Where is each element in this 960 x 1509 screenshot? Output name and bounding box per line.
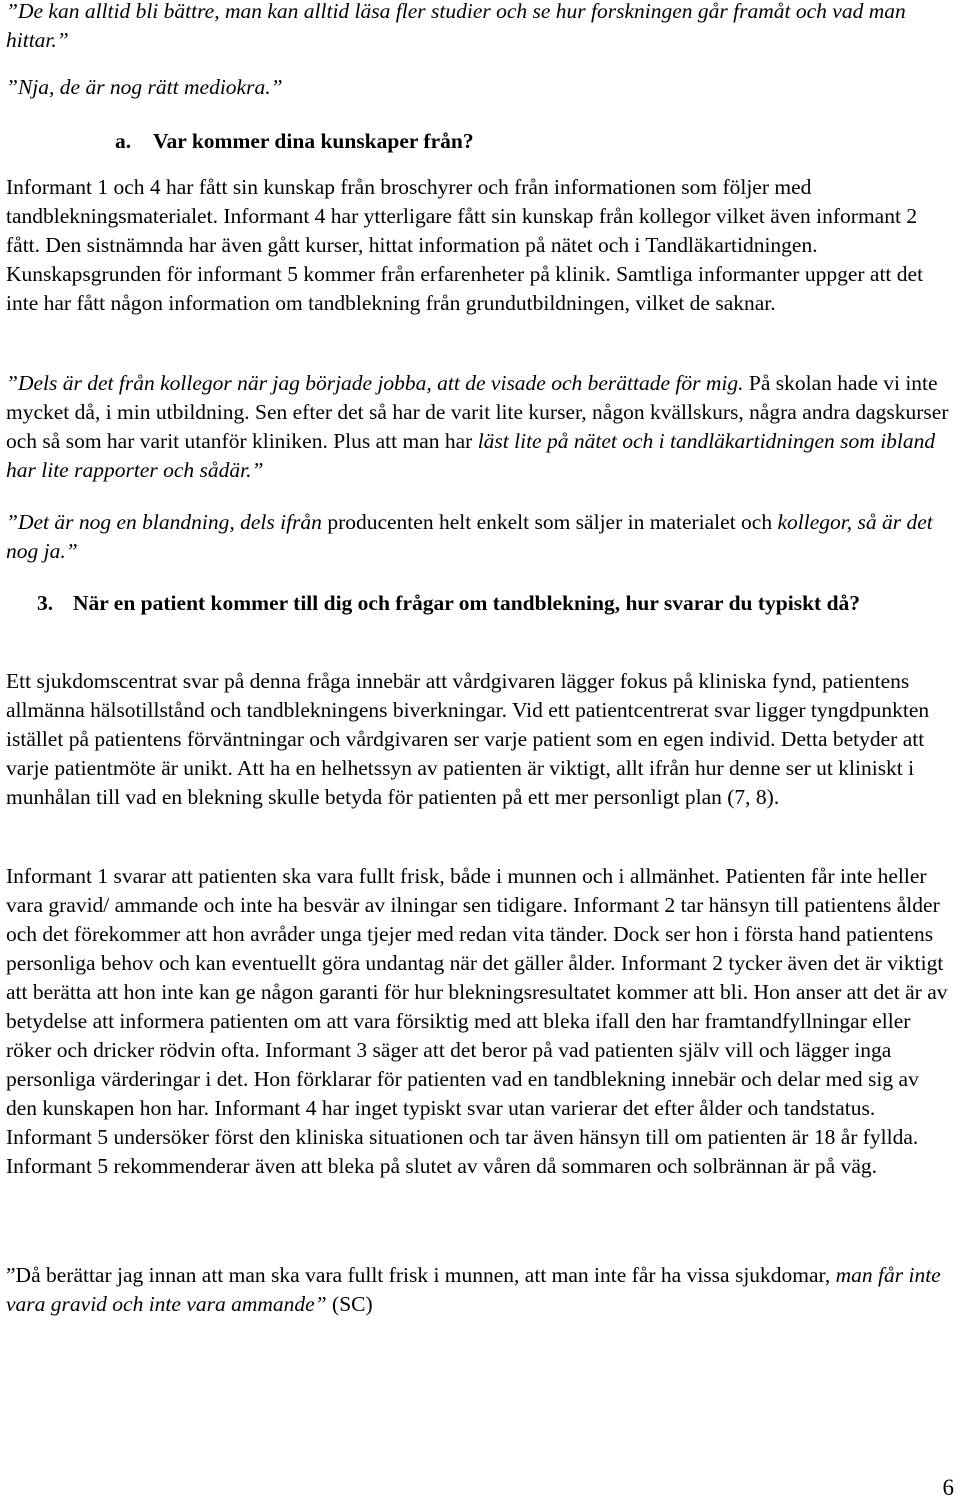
quote-final-plain-start: ”Då berättar jag innan att man ska vara fullt frisk i munnen, att man inte får ha vissa sjukdomar, xyxy=(6,1263,831,1287)
subquestion-text: Var kommer dina kunskaper från? xyxy=(153,129,474,153)
paragraph-knowledge xyxy=(6,173,954,318)
quote-mix xyxy=(6,508,954,566)
quote-mix-italic-end: kollegor, så är det nog ja.” xyxy=(6,510,933,563)
paragraph-theory xyxy=(6,667,954,812)
question-3-text: När en patient kommer till dig och frågar om tandblekning, hur svarar du typiskt då? xyxy=(73,591,861,615)
paragraph-informants xyxy=(6,862,954,1181)
page-number: 6 xyxy=(942,1475,954,1500)
paragraph-informants-text: Informant 1 svarar att patienten ska vara fullt frisk, både i munnen och i allmänhet. Patienten får inte heller vara gravid/ ammande och inte ha besvär av ilningar sen tidigare. Informant 2 tar hänsyn till patientens ålder och det förekommer att hon avråder unga tjejer med redan vita tänder. Dock ser hon i första hand patientens personliga behov och kan eventuellt göra undantag när det gäller ålder. Informant 2 tycker även det är viktigt att berätta att hon inte kan ge någon garanti för hur blekningsresultatet kommer att bli. Hon anser att det är av betydelse att informera patienten om att vara försiktig med att bleka ifall den har framtandfyllningar eller röker och dricker rödvin ofta. Informant 3 säger att det beror på vad patienten själv vill och lägger inga personliga värderingar i det. Hon förklarar för patienten vad en tandblekning innebär och delar med sig av den kunskapen hon har. Informant 4 har inget typiskt svar utan varierar det efter ålder och tandstatus. Informant 5 undersöker först den kliniska situationen och tar även hänsyn till om patienten är 18 år fyllda. Informant 5 rekommenderar även att bleka på slutet av våren då sommaren och solbrännan är på väg. xyxy=(6,864,948,1178)
quote-mediocre xyxy=(6,73,954,102)
quote-mediocre-text: ”Nja, de är nog rätt mediokra.” xyxy=(6,75,283,99)
quote-mix-italic-start: ”Det är nog en blandning, dels ifrån xyxy=(6,510,322,534)
quote-intro xyxy=(6,0,954,55)
quote-intro-text: ”De kan alltid bli bättre, man kan alltid läsa fler studier och se hur forskningen går framåt och vad man hittar.” xyxy=(6,0,906,52)
quote-colleagues-italic-end: läst lite på nätet och i tandläkartidningen som ibland har lite rapporter och sådär.” xyxy=(6,429,936,482)
question-3-heading xyxy=(37,589,957,618)
subquestion-number: a. xyxy=(115,129,132,153)
paragraph-knowledge-text: Informant 1 och 4 har fått sin kunskap från broschyrer och från informationen som följer med tandblekningsmaterialet. Informant 4 har ytterligare fått sin kunskap från kollegor vilket även informant 2 fått. Den sistnämnda har även gått kurser, hittat information på nätet och i Tandläkartidningen. Kunskapsgrunden för informant 5 kommer från erfarenheter på klinik. Samtliga informanter uppger att det inte har fått någon information om tandblekning från grundutbildningen, vilket de saknar. xyxy=(6,175,924,315)
quote-colleagues-plain: På skolan hade vi inte mycket då, i min utbildning. Sen efter det så har de varit lite kurser, någon kvällskurs, några andra dagskurser och så som har varit utanför kliniken. Plus att man har xyxy=(6,371,949,453)
quote-final-source: (SC) xyxy=(326,1292,373,1316)
quote-final xyxy=(6,1261,954,1319)
paragraph-theory-text: Ett sjukdomscentrat svar på denna fråga innebär att vårdgivaren lägger fokus på kliniska fynd, patientens allmänna hälsotillstånd och tandblekningens biverkningar. Vid ett patientcentrerat svar ligger tyngdpunkten istället på patientens förväntningar och vårdgivaren ser varje patient som en egen individ. Detta betyder att varje patientmöte är unikt. Att ha en helhetssyn av patienten är viktigt, allt ifrån hur denne ser ut kliniskt i munhålan till vad en blekning skulle betyda för patienten på ett mer personligt plan (7, 8). xyxy=(6,669,930,809)
quote-colleagues-italic-start: ”Dels är det från kollegor när jag började jobba, att de visade och berättade för mig. xyxy=(6,371,744,395)
quote-mix-plain: producenten helt enkelt som säljer in materialet och xyxy=(321,510,773,534)
quote-colleagues xyxy=(6,369,954,485)
question-3-number: 3. xyxy=(37,591,54,615)
subquestion-a xyxy=(115,127,474,156)
quote-final-italic: man får inte vara gravid och inte vara ammande” xyxy=(6,1263,941,1316)
